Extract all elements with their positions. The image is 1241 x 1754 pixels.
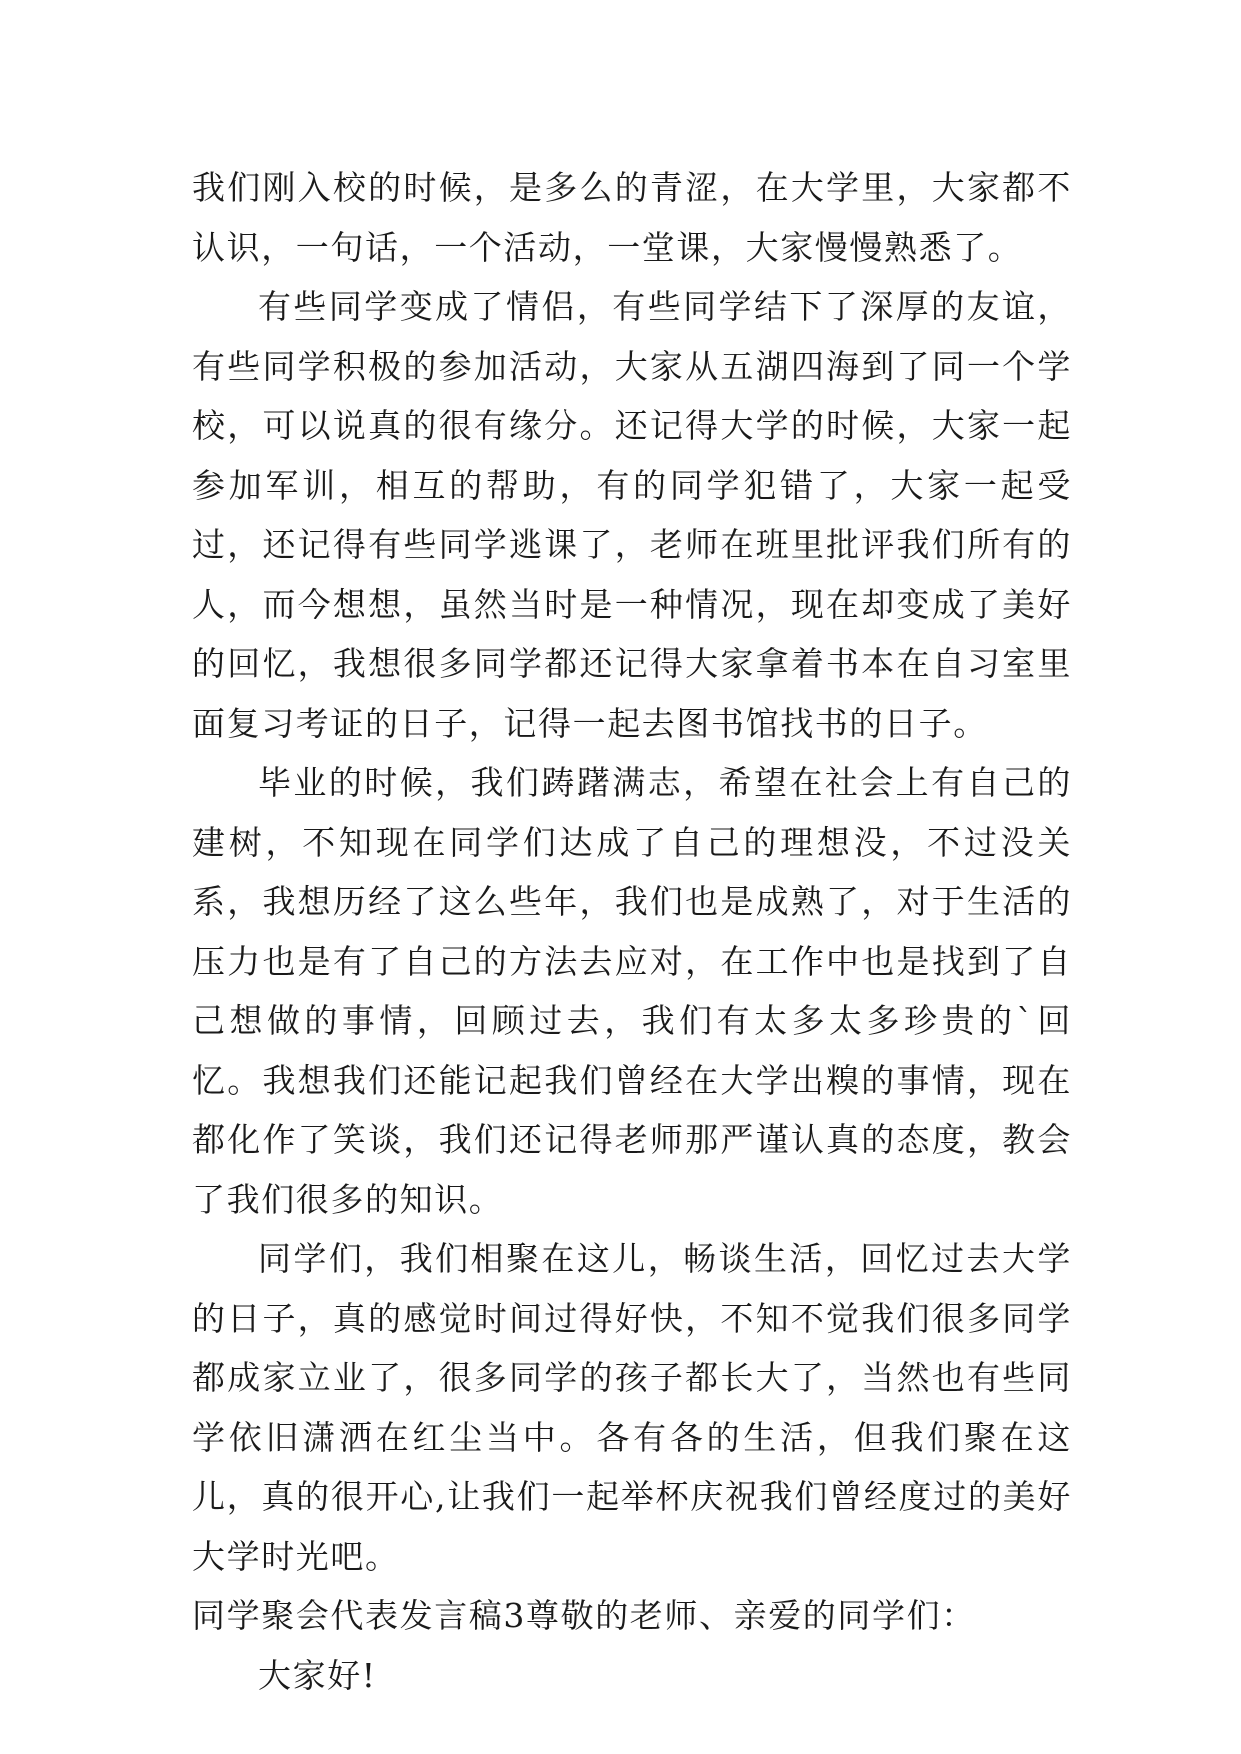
speech-heading: 同学聚会代表发言稿3尊敬的老师、亲爱的同学们： bbox=[192, 1596, 976, 1635]
paragraph-1: 我们刚入校的时候，是多么的青涩，在大学里，大家都不认识，一句话，一个活动，一堂课，大家慢慢熟悉了。 bbox=[192, 168, 1072, 267]
paragraph-3: 毕业的时候，我们踌躇满志，希望在社会上有自己的建树，不知现在同学们达成了自己的理想没，不过没关系，我想历经了这么些年，我们也是成熟了，对于生活的压力也是有了自己的方法去应对，在工作中也是找到了自己想做的事情，回顾过去，我们有太多太多珍贵的`回忆。我想我们还能记起我们曾经在大学出糗的事情，现在都化作了笑谈，我们还记得老师那严谨认真的态度，教会了我们很多的知识。 bbox=[192, 763, 1072, 1219]
paragraph-2: 有些同学变成了情侣，有些同学结下了深厚的友谊，有些同学积极的参加活动，大家从五湖四海到了同一个学校，可以说真的很有缘分。还记得大学的时候，大家一起参加军训，相互的帮助，有的同学犯错了，大家一起受过，还记得有些同学逃课了，老师在班里批评我们所有的人，而今想想，虽然当时是一种情况，现在却变成了美好的回忆，我想很多同学都还记得大家拿着书本在自习室里面复习考证的日子，记得一起去图书馆找书的日子。 bbox=[192, 287, 1072, 743]
greeting: 大家好! bbox=[258, 1655, 377, 1695]
paragraph-4: 同学们，我们相聚在这儿，畅谈生活，回忆过去大学的日子，真的感觉时间过得好快，不知不觉我们很多同学都成家立业了，很多同学的孩子都长大了，当然也有些同学依旧潇洒在红尘当中。各有各的生活，但我们聚在这儿，真的很开心,让我们一起举杯庆祝我们曾经度过的美好大学时光吧。 bbox=[192, 1239, 1072, 1576]
document-body bbox=[192, 158, 1072, 1705]
